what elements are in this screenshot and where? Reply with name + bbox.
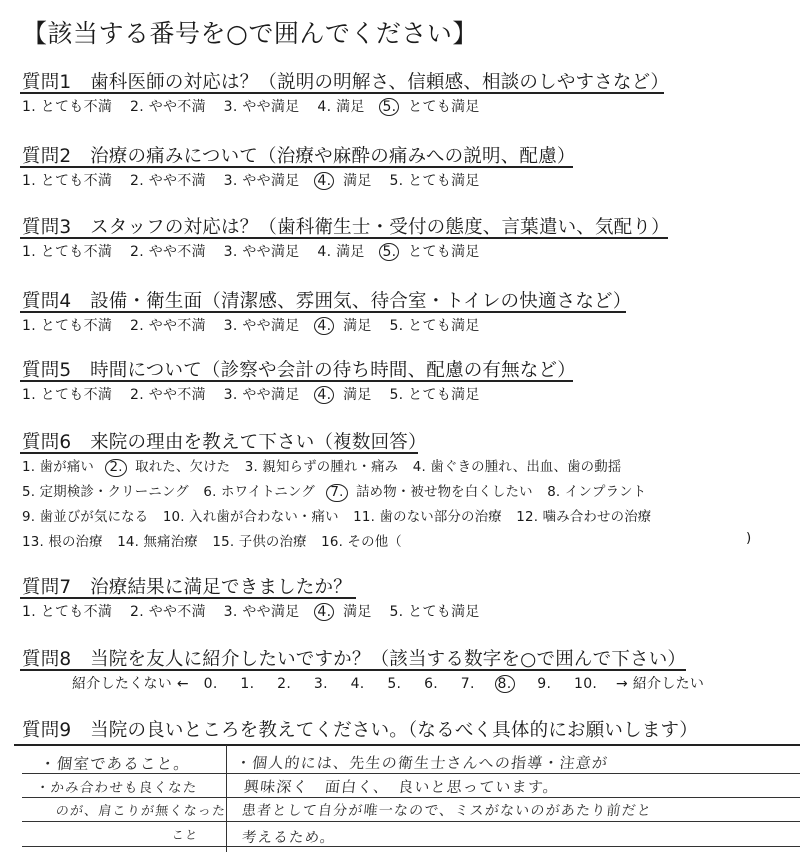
option-3[interactable]: 3. やや満足 — [223, 244, 300, 260]
reason-1[interactable]: 1. 歯が痛い — [22, 460, 94, 475]
reason-2-selected[interactable]: 2. — [108, 459, 126, 477]
option-1[interactable]: 1. とても不満 — [22, 244, 113, 260]
question-6-rule — [20, 452, 418, 454]
option-2[interactable]: 2. やや不満 — [129, 387, 206, 403]
handwritten-left-1: ・個室であること。 — [38, 755, 192, 773]
reason-15[interactable]: 15. 子供の治療 — [212, 535, 307, 550]
question-3-title: 質問3 スタッフの対応は？（歯科衛生士・受付の態度、言葉遣い、気配り） — [22, 217, 670, 238]
question-4-title: 質問4 設備・衛生面（清潔感、雰囲気、待合室・トイレの快適さなど） — [22, 291, 632, 312]
reason-11[interactable]: 11. 歯のない部分の治療 — [353, 510, 502, 525]
option-4-label: 満足 — [343, 604, 372, 620]
scale-2[interactable]: 2. — [277, 676, 292, 692]
option-5[interactable]: 5. とても満足 — [389, 387, 480, 403]
handwritten-left-4: こと — [171, 828, 200, 842]
option-1[interactable]: 1. とても不満 — [22, 173, 113, 189]
question-7-title: 質問7 治療結果に満足できましたか？ — [22, 577, 352, 598]
option-4-label: 満足 — [343, 173, 372, 189]
question-7-options — [22, 601, 493, 621]
question-4-rule — [20, 311, 626, 313]
option-5[interactable]: 5. とても満足 — [389, 173, 480, 189]
option-4[interactable]: 4. 満足 — [317, 99, 365, 115]
option-1[interactable]: 1. とても不満 — [22, 387, 113, 403]
question-6-row-2 — [22, 481, 656, 502]
option-5-selected[interactable]: 5. — [382, 243, 399, 261]
reason-2-label: 取れた、欠けた — [135, 460, 231, 475]
reason-10[interactable]: 10. 入れ歯が合わない・痛い — [162, 510, 339, 525]
option-2[interactable]: 2. やや不満 — [129, 318, 206, 334]
scale-7[interactable]: 7. — [460, 676, 475, 692]
answer-line-2 — [22, 797, 800, 798]
question-1-options — [22, 96, 493, 116]
option-4[interactable]: 4. 満足 — [317, 244, 365, 260]
option-4-selected[interactable]: 4. — [317, 172, 334, 190]
option-4-selected[interactable]: 4. — [317, 386, 334, 404]
question-9-title: 質問9 当院の良いところを教えてください。（なるべく具体的にお願いします） — [22, 720, 698, 741]
option-4-label: 満足 — [343, 318, 372, 334]
option-2[interactable]: 2. やや不満 — [129, 99, 206, 115]
reason-12[interactable]: 12. 噛み合わせの治療 — [516, 510, 652, 525]
question-7-rule — [20, 597, 356, 599]
question-1-rule — [20, 92, 664, 94]
handwritten-right-4: 考えるため。 — [241, 830, 337, 846]
reason-16-close-paren: ) — [746, 531, 752, 546]
scale-4[interactable]: 4. — [350, 676, 365, 692]
scale-right-label: → 紹介したい — [615, 676, 705, 692]
question-6-row-1 — [22, 456, 631, 477]
handwritten-left-2: ・かみ合わせも良くなた — [34, 780, 199, 796]
handwritten-right-1: ・個人的には、先生の衛生士さんへの指導・注意が — [235, 754, 610, 772]
scale-left-label: 紹介したくない ← — [72, 676, 189, 692]
question-2-rule — [20, 166, 573, 168]
option-5-selected[interactable]: 5. — [382, 98, 399, 116]
reason-9[interactable]: 9. 歯並びが気になる — [22, 510, 149, 525]
question-4-options — [22, 315, 493, 335]
question-8-scale — [72, 673, 717, 693]
question-5-rule — [20, 380, 573, 382]
answer-divider — [226, 745, 227, 852]
option-3[interactable]: 3. やや満足 — [223, 604, 300, 620]
question-8-title: 質問8 当院を友人に紹介したいですか？（該当する数字を○で囲んで下さい） — [22, 649, 687, 670]
option-2[interactable]: 2. やや不満 — [129, 173, 206, 189]
reason-7-label: 詰め物・被せ物を白くしたい — [356, 485, 533, 500]
reason-6[interactable]: 6. ホワイトニング — [203, 485, 315, 500]
option-2[interactable]: 2. やや不満 — [129, 604, 206, 620]
question-5-title: 質問5 時間について（診察や会計の待ち時間、配慮の有無など） — [22, 360, 576, 381]
option-2[interactable]: 2. やや不満 — [129, 244, 206, 260]
reason-3[interactable]: 3. 親知らずの腫れ・痛み — [244, 460, 399, 475]
scale-9[interactable]: 9. — [537, 676, 552, 692]
scale-5[interactable]: 5. — [387, 676, 402, 692]
question-8-rule — [20, 669, 686, 671]
option-5-label: とても満足 — [408, 99, 480, 115]
option-1[interactable]: 1. とても不満 — [22, 318, 113, 334]
option-5-label: とても満足 — [408, 244, 480, 260]
scale-6[interactable]: 6. — [424, 676, 439, 692]
question-2-options — [22, 170, 493, 190]
answer-line-4 — [22, 846, 800, 847]
reason-13[interactable]: 13. 根の治療 — [22, 535, 103, 550]
option-4-selected[interactable]: 4. — [317, 603, 334, 621]
question-6-row-4 — [22, 531, 412, 550]
option-4-selected[interactable]: 4. — [317, 317, 334, 335]
option-1[interactable]: 1. とても不満 — [22, 604, 113, 620]
question-2-title: 質問2 治療の痛みについて（治療や麻酔の痛みへの説明、配慮） — [22, 146, 576, 167]
reason-4[interactable]: 4. 歯ぐきの腫れ、出血、歯の動揺 — [412, 460, 622, 475]
question-6-row-3 — [22, 506, 661, 525]
handwritten-right-3: 患者として自分が唯一なので、ミスがないのがあたり前だと — [241, 803, 653, 819]
question-1-title: 質問1 歯科医師の対応は？（説明の明解さ、信頼感、相談のしやすさなど） — [22, 72, 670, 93]
reason-16[interactable]: 16. その他（ — [321, 535, 402, 550]
scale-10[interactable]: 10. — [574, 676, 598, 692]
page-title: 【該当する番号を○で囲んでください】 — [22, 19, 478, 48]
handwritten-left-3: のが、肩こりが無くなった — [55, 804, 227, 819]
question-5-options — [22, 384, 493, 404]
answer-line-3 — [22, 821, 800, 822]
option-5[interactable]: 5. とても満足 — [389, 318, 480, 334]
question-3-rule — [20, 237, 668, 239]
option-3[interactable]: 3. やや満足 — [223, 99, 300, 115]
reason-8[interactable]: 8. インプラント — [547, 485, 647, 500]
scale-1[interactable]: 1. — [240, 676, 255, 692]
option-1[interactable]: 1. とても不満 — [22, 99, 113, 115]
option-5[interactable]: 5. とても満足 — [389, 604, 480, 620]
option-3[interactable]: 3. やや満足 — [223, 318, 300, 334]
option-3[interactable]: 3. やや満足 — [223, 173, 300, 189]
handwritten-right-2: 興味深く 面白く、 良いと思っています。 — [243, 778, 560, 796]
question-3-options — [22, 241, 493, 261]
question-6-title: 質問6 来院の理由を教えて下さい（複数回答） — [22, 432, 427, 453]
answer-box-top — [14, 744, 800, 746]
reason-7-selected[interactable]: 7. — [329, 484, 347, 502]
reason-5[interactable]: 5. 定期検診・クリーニング — [22, 485, 189, 500]
reason-14[interactable]: 14. 無痛治療 — [117, 535, 198, 550]
option-3[interactable]: 3. やや満足 — [223, 387, 300, 403]
scale-0[interactable]: 0. — [203, 676, 218, 692]
scale-8-selected[interactable]: 8. — [498, 675, 515, 693]
option-4-label: 満足 — [343, 387, 372, 403]
scale-3[interactable]: 3. — [313, 676, 328, 692]
